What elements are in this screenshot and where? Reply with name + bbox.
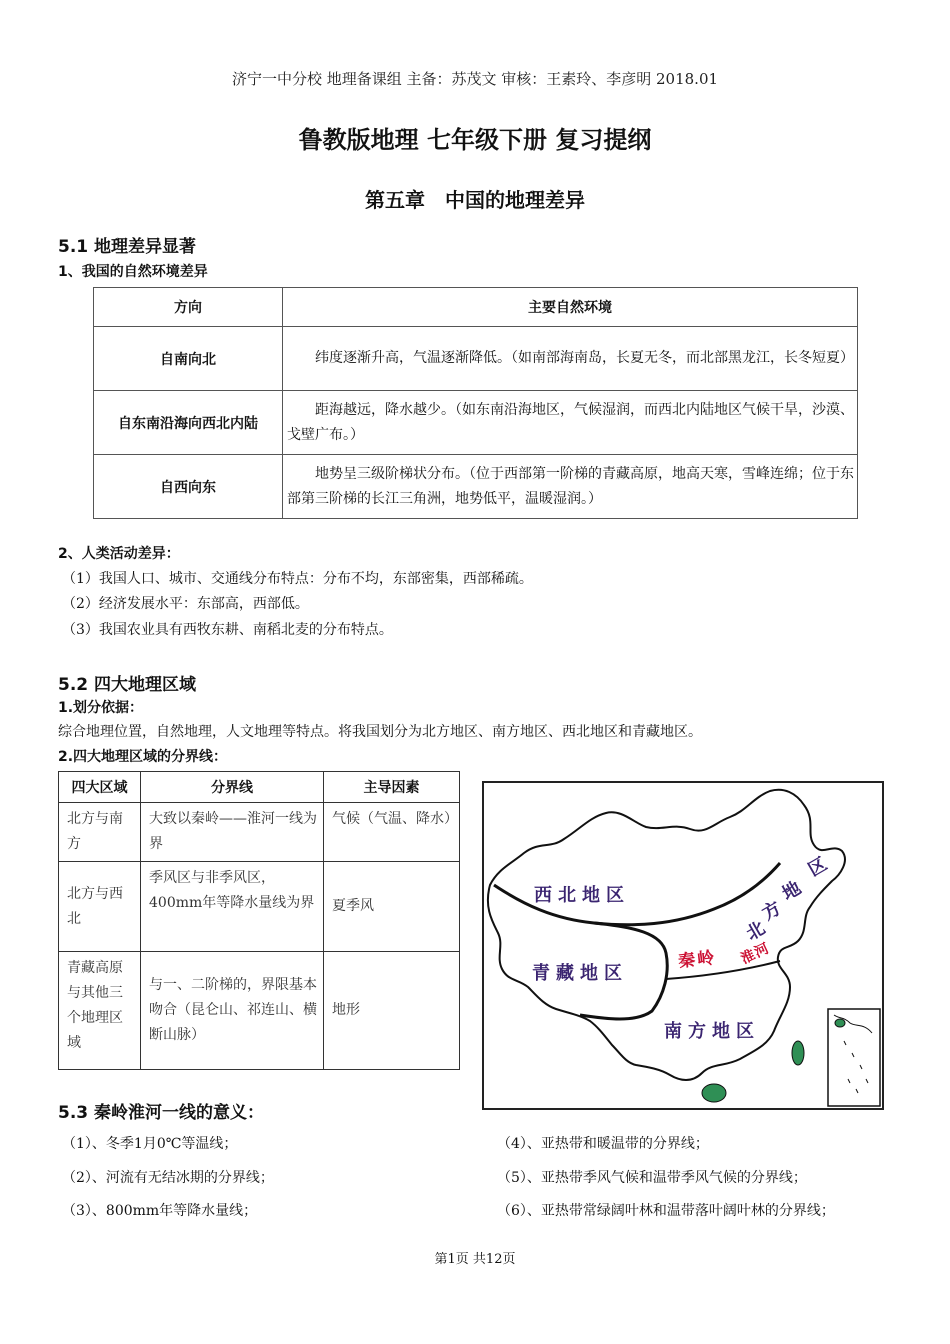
hainan-island [702, 1084, 726, 1102]
page-footer: 第1页 共12页 [434, 1252, 516, 1267]
section-5-3-heading: 5.3 秦岭淮河一线的意义： [58, 1103, 265, 1123]
table-header-regions: 四大区域 [59, 772, 141, 803]
list-item: （2）、河流有无结冰期的分界线； [62, 1170, 274, 1186]
boundary-cell: 大致以秦岭——淮河一线为界 [141, 803, 324, 862]
direction-cell: 自南向北 [94, 327, 283, 391]
human-activity-heading: 2、人类活动差异： [58, 546, 180, 562]
list-item: （1）、冬季1月0℃等温线； [62, 1136, 238, 1152]
table-row [59, 803, 460, 862]
region-map [482, 781, 884, 1110]
table-row [94, 455, 858, 519]
environment-cell: 纬度逐渐升高，气温逐渐降低。（如南部海南岛，长夏无冬，而北部黑龙江，长冬短夏） [283, 327, 858, 391]
natural-environment-table [93, 287, 858, 519]
region-cell: 北方与南方 [59, 803, 141, 862]
map-label-qinling: 秦岭 [677, 948, 718, 972]
factor-cell: 夏季风 [324, 862, 460, 952]
list-item: （5）、亚热带季风气候和温带季风气候的分界线； [497, 1170, 807, 1186]
inset-island [835, 1019, 845, 1027]
table-row [59, 862, 460, 952]
map-label-north-char: 区 [804, 853, 831, 881]
list-item: （3）我国农业具有西牧东耕、南稻北麦的分布特点。 [62, 622, 393, 638]
region-boundary-table [58, 771, 460, 1070]
division-basis-heading: 1.划分依据： [58, 700, 144, 716]
natural-diff-heading: 1、我国的自然环境差异 [58, 264, 208, 280]
direction-cell: 自西向东 [94, 455, 283, 519]
environment-cell: 距海越远，降水越少。（如东南沿海地区，气候湿润，而西北内陆地区气候干旱，沙漠、戈壁广布。） [283, 391, 858, 455]
region-cell: 青藏高原与其他三个地理区域 [59, 952, 141, 1070]
map-label-north-char: 北 [742, 917, 769, 945]
list-item: （2）经济发展水平：东部高，西部低。 [62, 596, 309, 612]
list-item: （4）、亚热带和暖温带的分界线； [497, 1136, 709, 1152]
table-header-direction: 方向 [94, 288, 283, 327]
map-label-south: 南方地区 [664, 1021, 760, 1042]
environment-cell: 地势呈三级阶梯状分布。（位于西部第一阶梯的青藏高原，地高天寒，雪峰连绵；位于东部第三阶梯的长江三角洲，地势低平，温暖湿润。） [283, 455, 858, 519]
factor-cell: 气候（气温、降水） [324, 803, 460, 862]
list-item: （3）、800mm年等降水量线； [62, 1203, 258, 1219]
table-row [94, 327, 858, 391]
boundary-heading: 2.四大地理区域的分界线： [58, 749, 228, 765]
boundary-cell: 季风区与非季风区，400mm年等降水量线为界 [141, 862, 324, 952]
document-header: 济宁一中分校 地理备课组 主备：苏茂文 审核：王素玲、李彦明 2018.01 [231, 70, 719, 88]
boundary-cell: 与一、二阶梯的，界限基本吻合（昆仑山、祁连山、横断山脉） [141, 952, 324, 1070]
document-title: 鲁教版地理 七年级下册 复习提纲 [298, 126, 652, 154]
list-item: （1）我国人口、城市、交通线分布特点：分布不均，东部密集，西部稀疏。 [62, 571, 533, 587]
list-item: （6）、亚热带常绿阔叶林和温带落叶阔叶林的分界线； [497, 1203, 835, 1219]
section-5-2-heading: 5.2 四大地理区域 [58, 675, 197, 695]
table-header-boundary: 分界线 [141, 772, 324, 803]
table-header-environment: 主要自然环境 [283, 288, 858, 327]
map-label-northwest: 西北地区 [534, 885, 630, 906]
taiwan-island [792, 1041, 804, 1065]
section-5-1-heading: 5.1 地理差异显著 [58, 237, 197, 257]
division-basis-text: 综合地理位置，自然地理，人文地理等特点。将我国划分为北方地区、南方地区、西北地区和青藏地区。 [58, 724, 702, 740]
map-label-north-char: 方 [758, 897, 785, 925]
direction-cell: 自东南沿海向西北内陆 [94, 391, 283, 455]
table-row [59, 952, 460, 1070]
table-row [94, 391, 858, 455]
factor-cell: 地形 [324, 952, 460, 1070]
chapter-title: 第五章 中国的地理差异 [365, 188, 585, 212]
region-cell: 北方与西北 [59, 862, 141, 952]
map-label-huaihe: 淮河 [738, 940, 773, 968]
table-header-factor: 主导因素 [324, 772, 460, 803]
map-label-north-char: 地 [778, 877, 805, 905]
map-label-tibet: 青藏地区 [532, 963, 628, 984]
